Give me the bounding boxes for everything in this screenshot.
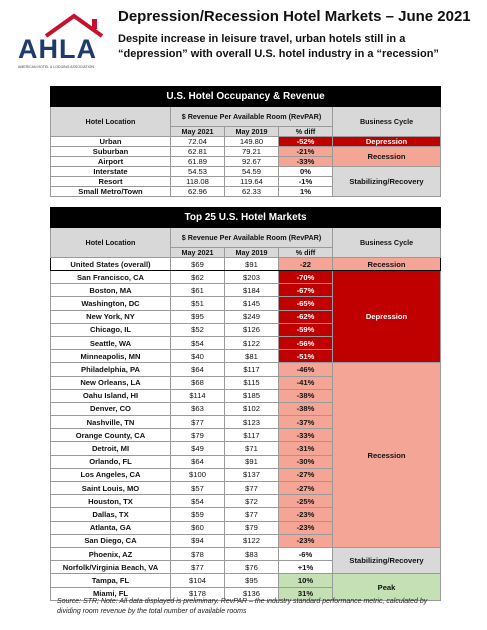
table-row [51,137,441,147]
row-may2021: $64 [171,455,225,468]
row-may2021: $60 [171,521,225,534]
row-may2021: $62 [171,271,225,284]
row-may2019: $122 [225,534,279,547]
row-location: Norfolk/Virginia Beach, VA [51,561,171,574]
top25-markets-table [50,207,441,601]
logo-tagline: AMERICAN HOTEL & LODGING ASSOCIATION [18,65,94,69]
row-diff: -56% [279,336,333,349]
row-may2021: $61 [171,284,225,297]
row-may2019: $71 [225,442,279,455]
row-location: Atlanta, GA [51,521,171,534]
col-header-diff: % diff [279,127,333,137]
row-may2021: 61.89 [171,157,225,167]
row-location: Nashville, TN [51,416,171,429]
row-location: Tampa, FL [51,574,171,587]
row-may2019: $77 [225,482,279,495]
row-may2019: $102 [225,402,279,415]
row-location: Suburban [51,147,171,157]
row-diff: -30% [279,455,333,468]
row-location: Airport [51,157,171,167]
row-may2021: $79 [171,429,225,442]
row-may2019: 119.64 [225,177,279,187]
us-overall-may2019: $91 [225,258,279,271]
row-location: Miami, FL [51,587,171,600]
row-may2019: $72 [225,495,279,508]
row-may2019: 149.80 [225,137,279,147]
row-location: Resort [51,177,171,187]
business-cycle-peak: Peak [333,574,441,600]
col-header-revpar: $ Revenue Per Available Room (RevPAR) [171,107,333,127]
row-diff: -23% [279,508,333,521]
row-may2019: $137 [225,468,279,481]
row-may2019: $117 [225,363,279,376]
row-location: Seattle, WA [51,336,171,349]
row-diff: 1% [279,187,333,197]
row-may2021: $77 [171,561,225,574]
row-may2021: $64 [171,363,225,376]
table-row [51,167,441,177]
row-may2021: $114 [171,389,225,402]
table-row [51,147,441,157]
row-may2021: $54 [171,495,225,508]
business-cycle-depression: Depression [333,137,441,147]
source-note: Source: STR; Note: All data displayed is preliminary. RevPAR – the industry standard performance metric, calculated by dividing room revenue by the total number of available rooms [57,598,428,615]
row-location: Phoenix, AZ [51,547,171,560]
row-diff: +1% [279,561,333,574]
row-location: San Francisco, CA [51,271,171,284]
row-may2021: $54 [171,336,225,349]
table-row [51,363,441,376]
us-overall-location: United States (overall) [51,258,171,271]
row-location: Oahu Island, HI [51,389,171,402]
col-header-location: Hotel Location [51,107,171,137]
logo-text: AHLA [18,34,97,64]
row-diff: -6% [279,547,333,560]
row-diff: -27% [279,482,333,495]
row-diff: -21% [279,147,333,157]
row-may2021: $57 [171,482,225,495]
row-may2019: $122 [225,336,279,349]
row-location: Orange County, CA [51,429,171,442]
table-banner: Top 25 U.S. Hotel Markets [51,208,441,228]
row-may2021: $63 [171,402,225,415]
table-row [51,547,441,560]
row-location: Los Angeles, CA [51,468,171,481]
row-may2019: $79 [225,521,279,534]
row-diff: -37% [279,416,333,429]
col-header-may2019: May 2019 [225,127,279,137]
row-may2021: $59 [171,508,225,521]
row-diff: -38% [279,402,333,415]
row-may2021: $100 [171,468,225,481]
row-may2019: $184 [225,284,279,297]
row-diff: 10% [279,574,333,587]
row-may2021: $178 [171,587,225,600]
row-may2021: $77 [171,416,225,429]
page-subtitle: Despite increase in leisure travel, urban hotels still in a “depression” with overall U.S. hotel industry in a “recession” [118,33,439,60]
row-may2019: 54.59 [225,167,279,177]
row-diff: -25% [279,495,333,508]
business-cycle-recession: Recession [333,363,441,548]
col-header-location: Hotel Location [51,228,171,258]
row-diff: -46% [279,363,333,376]
row-may2021: $49 [171,442,225,455]
table-row [51,574,441,587]
row-may2019: $81 [225,350,279,363]
row-may2021: 118.08 [171,177,225,187]
row-may2019: $185 [225,389,279,402]
row-diff: -70% [279,271,333,284]
row-may2019: $136 [225,587,279,600]
row-may2019: 79.21 [225,147,279,157]
row-may2021: $104 [171,574,225,587]
row-location: Dallas, TX [51,508,171,521]
row-location: Orlando, FL [51,455,171,468]
row-diff: -65% [279,297,333,310]
row-may2021: 62.81 [171,147,225,157]
row-may2019: $95 [225,574,279,587]
business-cycle-recession: Recession [333,147,441,167]
row-location: Philadelphia, PA [51,363,171,376]
col-header-may2021: May 2021 [171,127,225,137]
row-diff: -1% [279,177,333,187]
row-location: Washington, DC [51,297,171,310]
row-may2021: $78 [171,547,225,560]
business-cycle-stabilizing: Stabilizing/Recovery [333,167,441,197]
row-diff: -52% [279,137,333,147]
business-cycle-depression: Depression [333,271,441,363]
row-may2019: $76 [225,561,279,574]
us-overall-diff: -22 [279,258,333,271]
us-overall-cycle: Recession [333,258,441,271]
row-may2021: $68 [171,376,225,389]
row-location: Minneapolis, MN [51,350,171,363]
col-header-may2021: May 2021 [171,248,225,258]
row-diff: -41% [279,376,333,389]
business-cycle-stabilizing: Stabilizing/Recovery [333,547,441,573]
page-header [0,0,487,80]
col-header-may2019: May 2019 [225,248,279,258]
row-may2021: 62.96 [171,187,225,197]
col-header-cycle: Business Cycle [333,228,441,258]
col-header-cycle: Business Cycle [333,107,441,137]
occupancy-revenue-table [50,86,441,197]
row-location: Denver, CO [51,402,171,415]
row-location: New Orleans, LA [51,376,171,389]
row-diff: -51% [279,350,333,363]
row-diff: 31% [279,587,333,600]
row-location: Chicago, IL [51,323,171,336]
row-may2019: $126 [225,323,279,336]
row-may2021: $40 [171,350,225,363]
row-diff: -62% [279,310,333,323]
row-may2021: 54.53 [171,167,225,177]
row-may2019: 92.67 [225,157,279,167]
row-location: Urban [51,137,171,147]
row-may2019: $77 [225,508,279,521]
row-location: Interstate [51,167,171,177]
row-diff: -59% [279,323,333,336]
row-may2019: $117 [225,429,279,442]
row-may2019: $249 [225,310,279,323]
row-may2019: $83 [225,547,279,560]
ahla-logo [18,14,108,74]
row-may2019: $145 [225,297,279,310]
row-may2021: $95 [171,310,225,323]
row-may2021: $51 [171,297,225,310]
row-may2019: 62.33 [225,187,279,197]
row-may2019: $91 [225,455,279,468]
row-location: Detroit, MI [51,442,171,455]
row-may2021: $94 [171,534,225,547]
row-location: Houston, TX [51,495,171,508]
row-may2021: $52 [171,323,225,336]
page-title: Depression/Recession Hotel Markets – June 2021 [118,8,471,25]
us-overall-may2021: $69 [171,258,225,271]
row-diff: 0% [279,167,333,177]
row-location: Saint Louis, MO [51,482,171,495]
row-diff: -27% [279,468,333,481]
col-header-diff: % diff [279,248,333,258]
row-diff: -23% [279,534,333,547]
row-diff: -38% [279,389,333,402]
row-diff: -31% [279,442,333,455]
row-location: Boston, MA [51,284,171,297]
col-header-revpar: $ Revenue Per Available Room (RevPAR) [171,228,333,248]
row-diff: -33% [279,157,333,167]
row-diff: -23% [279,521,333,534]
row-diff: -67% [279,284,333,297]
table-row [51,271,441,284]
row-may2021: 72.04 [171,137,225,147]
table-banner: U.S. Hotel Occupancy & Revenue [51,87,441,107]
row-diff: -33% [279,429,333,442]
row-location: New York, NY [51,310,171,323]
row-may2019: $123 [225,416,279,429]
row-may2019: $203 [225,271,279,284]
row-location: Small Metro/Town [51,187,171,197]
row-may2019: $115 [225,376,279,389]
row-location: San Diego, CA [51,534,171,547]
